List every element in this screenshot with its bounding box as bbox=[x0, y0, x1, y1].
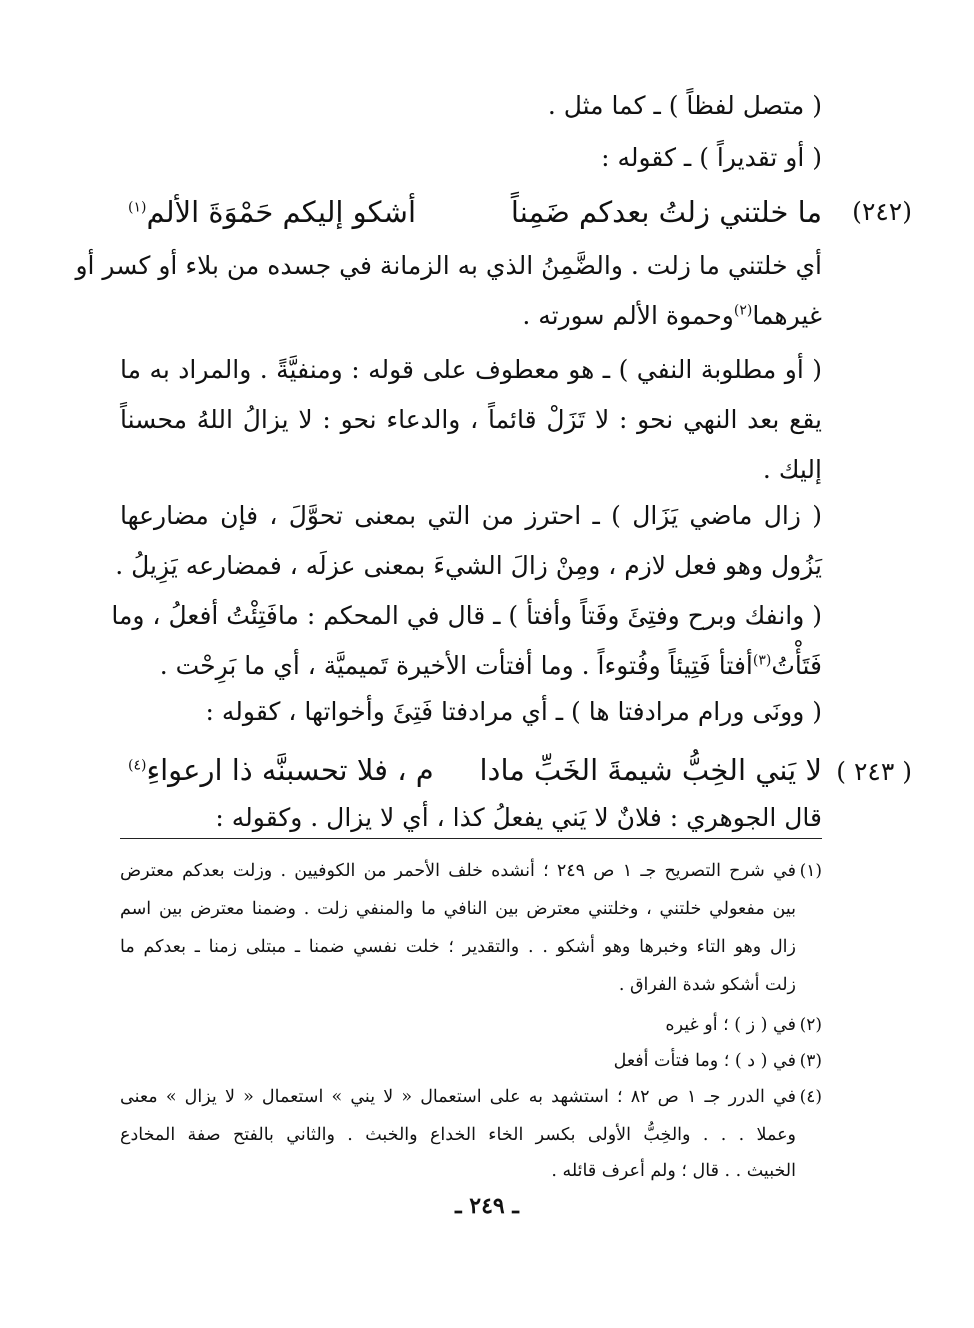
text-line bbox=[120, 646, 822, 686]
footnote-marker: (١) bbox=[799, 861, 822, 881]
text-line: قال الجوهري : فلانٌ لا يَني يفعلُ كذا ، أي لا يزال . وكقوله : bbox=[215, 803, 822, 832]
footnote-marker: (٢) bbox=[799, 1015, 822, 1035]
text-line: ( زال ماضي يَزَال ) ـ احترز من التي بمعنى تحوَّلَ ، فإن مضارعها bbox=[120, 501, 822, 530]
footnote-mark: (٢) bbox=[733, 302, 753, 319]
verse-243 bbox=[128, 748, 822, 792]
footnote-line: وعملا . . . والخِبُّ الأولى بكسر الخاء الخداع والخبث . والثاني بالفتح صفة المخادع bbox=[120, 1125, 796, 1145]
text-fragment: أفتأ فَتِيئاً وفُتوءاً . وما أفتأت الأخيرة تَميميَّة ، أي ما بَرِحْت . bbox=[159, 651, 753, 680]
footnote-line: في الدرر جـ ١ ص ٨٢ ؛ استشهد به على استعمال « لا يني » استعمال « لا يزال » معنى bbox=[120, 1087, 796, 1107]
text-fragment: فَتَأْتُ bbox=[771, 651, 822, 680]
text-line: ( أو تقديراً ) ـ كقوله : bbox=[601, 143, 822, 172]
text-fragment: غيرهما bbox=[752, 301, 822, 330]
verse-hemistich-text: م ، فلا تحسبنَّه ذا ارعواءِ bbox=[146, 753, 434, 787]
footnote-line: في ( د ) ؛ وما فتأت أفعل bbox=[613, 1051, 796, 1071]
footnote-line: زلت أشكو شدة الفراق . bbox=[618, 975, 796, 995]
verse-hemistich-text: أشكو إليكم حَمْوَةَ الألم bbox=[146, 195, 417, 229]
page-number: ـ ٢٤٩ ـ bbox=[455, 1193, 519, 1219]
footnote-line: في ( ز ) ؛ أو غيره bbox=[665, 1015, 796, 1035]
text-line: إليك . bbox=[762, 455, 822, 484]
verse-number: ( ٢٤٣ ) bbox=[836, 757, 912, 786]
footnote-mark: (٤) bbox=[128, 757, 147, 774]
footnote-mark: (١) bbox=[128, 199, 147, 216]
text-line: يَزُول وهو فعل لازم ، ومِنْ زالَ الشيءَ بمعنى عزلَه ، فمضارعه يَزِيلُ . bbox=[115, 551, 822, 580]
verse-number: (٢٤٢) bbox=[852, 197, 912, 226]
text-line: أي خلتني ما زلت . والضَّمِنُ الذي به الزمانة في جسده من بلاء أو كسر أو bbox=[75, 251, 822, 280]
verse-hemistich: لا يَني الخِبُّ شيمةَ الخَبِّ مادا bbox=[479, 753, 822, 787]
text-line: ( وونَى ورام مرادفتا ها ) ـ أي مرادفتا فَتِئَ وأخواتها ، كقوله : bbox=[205, 697, 822, 726]
footnote-line: بين مفعولي خلتني ، وخلتني معترض بين النافي ما والمنفي زلت . وضمنا معترض بين اسم bbox=[120, 899, 796, 919]
text-line bbox=[120, 296, 822, 336]
footnote-line: زال وهو التاء وخبرها وهو أشكو . . والتقدير ؛ خلت نفسي ضمنا ـ مبتلى زمنا ـ بعدكم ما bbox=[120, 937, 796, 957]
text-line: ( أو مطلوبة النفي ) ـ هو معطوف على قوله : ومنفيَّةً . والمراد به ما bbox=[120, 355, 822, 384]
footnote-marker: (٤) bbox=[799, 1087, 822, 1107]
text-line: ( متصل لفظاً ) ـ كما مثل . bbox=[547, 91, 822, 120]
verse-hemistich bbox=[128, 748, 434, 792]
footnote-line: في شرح التصريح جـ ١ ص ٢٤٩ ؛ أنشده خلف الأحمر من الكوفيين . وزلت بعدكم معترض bbox=[120, 861, 796, 881]
text-fragment: وحموة الألم سورته . bbox=[522, 301, 734, 330]
footnote-marker: (٣) bbox=[799, 1051, 822, 1071]
footnote-mark: (٣) bbox=[752, 652, 772, 669]
verse-242 bbox=[128, 190, 822, 234]
footnote-separator bbox=[120, 838, 822, 839]
text-line: يقع بعد النهي نحو : لا تَزَلْ قائماً ، والدعاء نحو : لا يزالُ اللهُ محسناً bbox=[120, 405, 822, 434]
footnote-line: الخبيث . . قال ؛ ولم أعرف قائله . bbox=[551, 1161, 796, 1181]
verse-hemistich bbox=[128, 190, 416, 234]
verse-hemistich: ما خلتني زلتُ بعدكم ضَمِناً bbox=[510, 195, 822, 229]
text-line: ( وانفك وبرح وفتِئَ وفَتاً وأفتأ ) ـ قال في المحكم : مافَتِئْتُ أفعلُ ، وما bbox=[111, 601, 822, 630]
